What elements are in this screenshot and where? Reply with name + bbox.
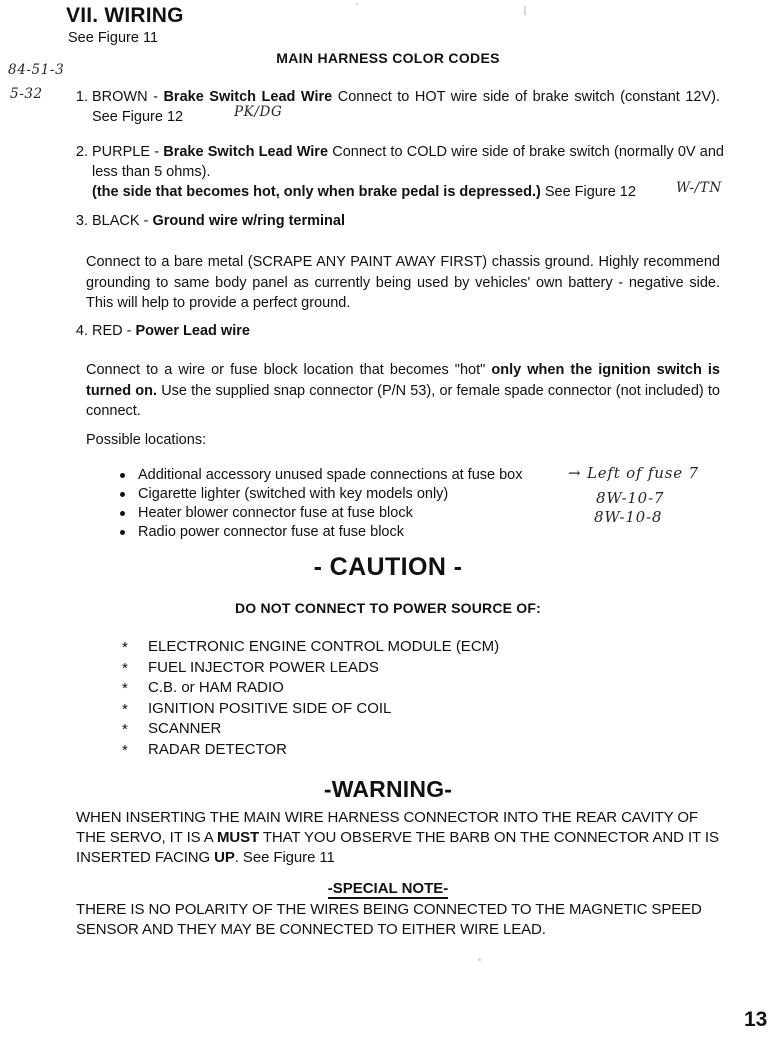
wiring-item-2-depressed-note: (the side that becomes hot, only when brake pedal is depressed.) bbox=[92, 184, 541, 200]
wiring-item-3 bbox=[62, 211, 662, 231]
wiring-item-4-number: 4. bbox=[75, 323, 88, 339]
wiring-item-1-label: Brake Switch Lead Wire bbox=[163, 89, 333, 105]
see-figure-11-reference: See Figure 11 bbox=[68, 30, 159, 46]
wiring-item-1-text: Connect to HOT wire side of brake switch (constant 12V). See Figure 12 bbox=[92, 89, 720, 125]
warning-text-mid: THAT YOU OBSERVE THE BARB ON THE CONNECTOR AND IT IS INSERTED FACING bbox=[76, 829, 719, 866]
wiring-item-4 bbox=[62, 321, 662, 341]
asterisk-icon: * bbox=[122, 680, 128, 697]
bullet-dot-icon bbox=[120, 511, 125, 516]
wiring-item-4-text-post: Use the supplied snap connector (P/N 53), or female spade connector (not included) to connect. bbox=[86, 382, 720, 419]
wiring-item-3-label: Ground wire w/ring terminal bbox=[152, 213, 345, 229]
wiring-item-2-label: Brake Switch Lead Wire bbox=[163, 144, 329, 160]
asterisk-icon: * bbox=[122, 721, 128, 738]
list-item bbox=[122, 637, 642, 658]
arrow-icon: → bbox=[568, 464, 582, 482]
wiring-item-2-bold-note bbox=[92, 182, 732, 202]
caution-title: - CAUTION - bbox=[313, 553, 463, 581]
wiring-item-1-number: 1. bbox=[75, 89, 88, 105]
wiring-item-4-label: Power Lead wire bbox=[135, 323, 250, 339]
caution-item-text: FUEL INJECTOR POWER LEADS bbox=[148, 658, 379, 676]
caution-item-text: SCANNER bbox=[148, 720, 222, 737]
warning-title: -WARNING- bbox=[323, 776, 453, 802]
caution-item-text: RADAR DETECTOR bbox=[148, 740, 287, 758]
wiring-item-2-text: Connect to COLD wire side of brake switch (normally 0V and less than 5 ohms). bbox=[92, 144, 724, 180]
wiring-item-4-text-pre: Connect to a wire or fuse block location that becomes "hot" bbox=[86, 362, 492, 378]
wiring-item-2-number: 2. bbox=[75, 144, 88, 160]
wiring-item-1-color: BROWN - bbox=[92, 89, 164, 105]
warning-text-pre: WHEN INSERTING THE MAIN WIRE HARNESS CONNECTOR INTO THE REAR CAVITY OF THE SERVO, IT IS A bbox=[76, 809, 698, 846]
asterisk-icon: * bbox=[122, 639, 128, 656]
wiring-item-1 bbox=[62, 87, 720, 127]
scan-speckle bbox=[524, 6, 526, 15]
warning-up-emphasis: UP bbox=[214, 849, 235, 866]
wiring-item-4-text-bold: only when the ignition switch is turned on. bbox=[86, 362, 720, 399]
scan-speckle bbox=[478, 958, 481, 961]
location-text: Cigarette lighter (switched with key models only) bbox=[138, 486, 449, 502]
caution-item-text: IGNITION POSITIVE SIDE OF COIL bbox=[148, 699, 392, 717]
possible-locations-heading: Possible locations: bbox=[86, 432, 207, 448]
handwritten-note-w-tn: W-/TN bbox=[676, 180, 722, 196]
handwritten-note-pk-dg: PK/DG bbox=[234, 104, 283, 120]
list-item bbox=[118, 466, 578, 485]
list-item bbox=[118, 523, 578, 542]
list-item bbox=[122, 740, 642, 761]
wiring-item-3-number: 3. bbox=[75, 213, 88, 229]
handwritten-fuse-arrow-note bbox=[568, 464, 699, 482]
handwritten-code-8w-10-8: 8W-10-8 bbox=[594, 508, 663, 526]
bullet-dot-icon bbox=[120, 473, 125, 478]
asterisk-icon: * bbox=[122, 700, 128, 718]
wiring-item-4-paragraph bbox=[86, 360, 720, 422]
wiring-item-4-color: RED - bbox=[92, 323, 136, 339]
handwritten-note-5-32: 5-32 bbox=[10, 86, 43, 102]
location-text: Additional accessory unused spade connections at fuse box bbox=[138, 467, 523, 483]
warning-must-emphasis: MUST bbox=[216, 829, 260, 846]
scan-speckle bbox=[356, 3, 358, 5]
list-item bbox=[122, 719, 642, 740]
asterisk-icon: * bbox=[122, 741, 128, 759]
list-item bbox=[118, 485, 578, 504]
special-note-title bbox=[0, 880, 776, 897]
list-item bbox=[122, 699, 642, 720]
caution-list bbox=[122, 637, 642, 760]
wiring-item-3-color: BLACK - bbox=[92, 213, 153, 229]
special-note-title-text: -SPECIAL NOTE- bbox=[327, 880, 449, 897]
handwritten-code-8w-10-7: 8W-10-7 bbox=[596, 489, 665, 507]
caution-item-text: ELECTRONIC ENGINE CONTROL MODULE (ECM) bbox=[148, 638, 500, 655]
warning-text-post: . See Figure 11 bbox=[234, 849, 335, 866]
list-item bbox=[122, 678, 642, 699]
special-note-body: THERE IS NO POLARITY OF THE WIRES BEING CONNECTED TO THE MAGNETIC SPEED SENSOR AND THEY MAY BE CONNECTED TO EITHER WIRE LEAD. bbox=[76, 901, 702, 938]
page-number: 13 bbox=[744, 1008, 768, 1031]
caution-subtitle: DO NOT CONNECT TO POWER SOURCE OF: bbox=[235, 600, 541, 616]
main-harness-color-codes-heading: MAIN HARNESS COLOR CODES bbox=[276, 50, 500, 66]
caution-item-text: C.B. or HAM RADIO bbox=[148, 679, 284, 696]
page-title: VII. WIRING bbox=[66, 4, 184, 27]
bullet-dot-icon bbox=[120, 530, 125, 535]
wiring-item-2-color: PURPLE - bbox=[92, 144, 164, 160]
location-text: Heater blower connector fuse at fuse block bbox=[138, 505, 413, 521]
wiring-item-2 bbox=[62, 142, 724, 182]
location-text: Radio power connector fuse at fuse block bbox=[138, 524, 404, 540]
handwritten-note-84-51-3: 84-51-3 bbox=[8, 62, 65, 78]
list-item bbox=[122, 658, 642, 679]
possible-locations-list bbox=[118, 466, 578, 542]
warning-body bbox=[76, 808, 720, 868]
wiring-item-2-see-figure: See Figure 12 bbox=[540, 184, 636, 200]
list-item bbox=[118, 504, 578, 523]
handwritten-left-of-fuse-7: Left of fuse 7 bbox=[586, 464, 699, 482]
bullet-dot-icon bbox=[120, 492, 125, 497]
asterisk-icon: * bbox=[122, 659, 128, 677]
wiring-item-3-paragraph: Connect to a bare metal (SCRAPE ANY PAINT AWAY FIRST) chassis ground. Highly recommend grounding to same body panel as currently being used by vehicles' own battery - negative side. This will help to provide a perfect ground. bbox=[86, 254, 720, 311]
